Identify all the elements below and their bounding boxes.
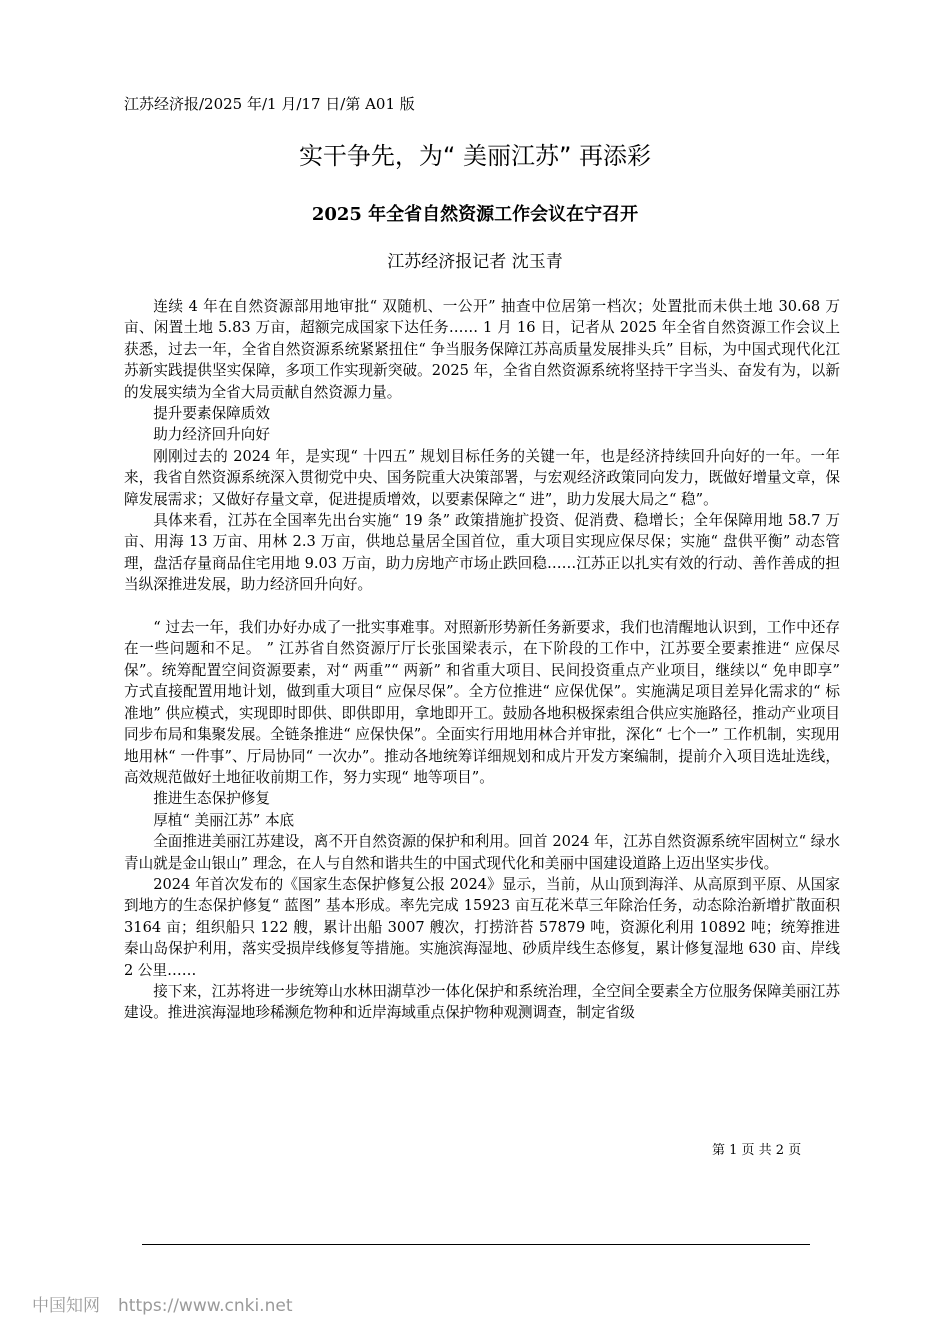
body-paragraph: “ 过去一年，我们办好办成了一批实事难事。对照新形势新任务新要求，我们也清醒地认识到，工作中还存在一些问题和不足。 ” 江苏省自然资源厅厅长张国梁表示，在下阶段的工作中，江苏要全要素推进“ 应保尽保”。统筹配置空间资源要素，对“ 两重”“ 两新” 和省重大项目、民间投资重点产业项目，继续以“ 免申即享” 方式直接配置用地计划，做到重大项目“ 应保尽保”。全方位推进“ 应保优保”。实施满足项目差异化需求的“ 标准地” 供应模式，实现即时即供、即供即用，拿地即开工。鼓励各地积极探索组合供应实施路径，推动产业项目同步布局和集聚发展。全链条推进“ 应保快保”。全面实行用地用林合并审批，深化“ 七个一” 工作机制，实现用地用林“ 一件事”、厅局协同“ 一次办”。推动各地统筹详细规划和成片开发方案编制，提前介入项目选址选线，高效规范做好土地征收前期工作，努力实现“ 地等项目”。 (124, 619, 840, 786)
article-subtitle: 2025 年全省自然资源工作会议在宁召开 (311, 204, 639, 225)
footer-divider (142, 1244, 810, 1245)
body-paragraph: 连续 4 年在自然资源部用地审批“ 双随机、一公开” 抽查中位居第一档次；处置批而未供土地 30.68 万亩、闲置土地 5.83 万亩，超额完成国家下达任务…… 1 月 16 日，记者从 2025 年全省自然资源工作会议上获悉，过去一年，全省自然资源系统紧紧扭住“ 争当服务保障江苏高质量发展排头兵” 目标，为中国式现代化江苏新实践提供坚实保障，多项工作实现新突破。2025 年，全省自然资源系统将坚持干字当头、奋发有为，以新的发展实绩为全省大局贡献自然资源力量。 (124, 298, 840, 401)
paragraph-gap (124, 596, 840, 617)
body-paragraph: 2024 年首次发布的《国家生态保护修复公报 2024》显示，当前，从山顶到海洋、从高原到平原、从国家到地方的生态保护修复“ 蓝图” 基本形成。率先完成 15923 亩互花米草三年除治任务，动态除治新增扩散面积 3164 亩；组织船只 122 艘，累计出船 3007 艘次，打捞浒苔 57879 吨，资源化利用 10892 吨；统筹推进秦山岛保护利用，落实受损岸线修复等措施。实施滨海湿地、砂质岸线生态修复，累计修复湿地 630 亩、岸线 2 公里…… (124, 875, 840, 979)
section-heading: 厚植“ 美丽江苏” 本底 (153, 811, 295, 829)
section-heading: 助力经济回升向好 (153, 426, 270, 444)
footer (32, 1295, 292, 1317)
body-paragraph: 全面推进美丽江苏建设，离不开自然资源的保护和利用。回首 2024 年，江苏自然资源系统牢固树立“ 绿水青山就是金山银山” 理念，在人与自然和谐共生的中国式现代化和美丽中国建设道路上迈出坚实步伐。 (124, 833, 840, 872)
section-heading: 提升要素保障质效 (153, 405, 270, 423)
article-byline: 江苏经济报记者 沈玉青 (387, 252, 563, 272)
body-paragraph: 接下来，江苏将进一步统筹山水林田湖草沙一体化保护和系统治理，全空间全要素全方位服务保障美丽江苏建设。推进滨海湿地珍稀濒危物种和近岸海域重点保护物种观测调查，制定省级 (124, 982, 840, 1022)
source-line: 江苏经济报/2025 年/1 月/17 日/第 A01 版 (124, 95, 415, 113)
page-number: 第 1 页 共 2 页 (712, 1143, 802, 1158)
article-body (124, 296, 840, 1024)
article-title: 实干争先，为“ 美丽江苏” 再添彩 (298, 142, 652, 170)
body-paragraph: 具体来看，江苏在全国率先出台实施“ 19 条” 政策措施扩投资、促消费、稳增长；全年保障用地 58.7 万亩、用海 13 万亩、用林 2.3 万亩，供地总量居全国首位，重大项目实现应保尽保；实施“ 盘供平衡” 动态管理，盘活存量商品住宅用地 9.03 万亩，助力房地产市场止跌回稳……江苏正以扎实有效的行动、善作善成的担当纵深推进发展，助力经济回升向好。 (124, 512, 840, 594)
body-paragraph: 刚刚过去的 2024 年，是实现“ 十四五” 规划目标任务的关键一年，也是经济持续回升向好的一年。一年来，我省自然资源系统深入贯彻党中央、国务院重大决策部署，与宏观经济政策同向发力，既做好增量文章，保障发展需求；又做好存量文章，促进提质增效，以要素保障之“ 进”，助力发展大局之“ 稳”。 (124, 447, 840, 508)
footer-site-name: 中国知网 (32, 1296, 100, 1316)
footer-url[interactable]: https://www.cnki.net (118, 1296, 293, 1316)
section-heading: 推进生态保护修复 (153, 790, 270, 808)
